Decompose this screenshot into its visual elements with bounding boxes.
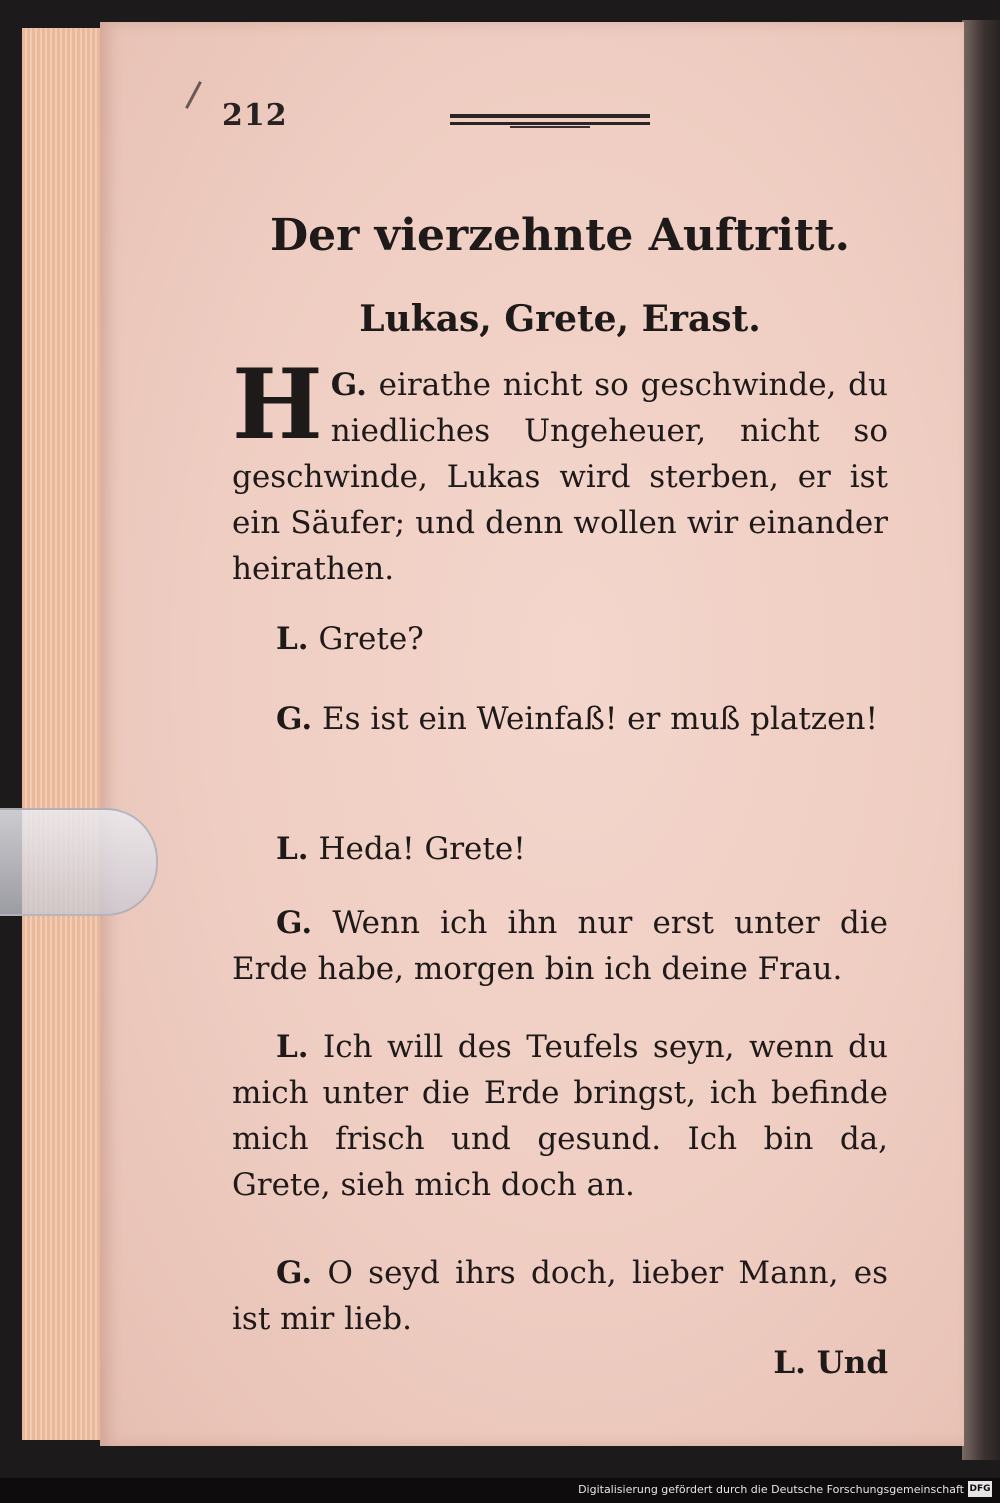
scene-heading: Der vierzehnte Auftritt. <box>270 210 850 261</box>
speaker-label: L. <box>276 1029 309 1065</box>
paragraph-text: Heda! Grete! <box>318 831 526 867</box>
book-right-edge <box>962 20 1000 1460</box>
paragraph-2 <box>232 616 888 662</box>
paragraph-text: O seyd ihrs doch, lieber Mann, es ist mir lieb. <box>232 1255 888 1337</box>
speaker-label: G. <box>276 1255 313 1291</box>
paragraph-4 <box>232 826 888 872</box>
paragraph-text: eirathe nicht so geschwinde, du niedliches Ungeheuer, nicht so geschwinde, Lukas wird sterben, er ist ein Säufer; und denn wollen wir einander heirathen. <box>232 367 888 587</box>
paragraph-text: Wenn ich ihn nur erst unter die Erde habe, morgen bin ich deine Frau. <box>232 905 888 987</box>
speaker-label: L. <box>276 831 309 867</box>
page-stack-edges <box>22 28 112 1440</box>
dfg-logo-icon: DFG <box>968 1481 992 1497</box>
paragraph-5 <box>232 900 888 992</box>
paragraph-text: Grete? <box>318 621 424 657</box>
speaker-label: G. <box>276 905 313 941</box>
speaker-label: L. <box>276 621 309 657</box>
footer-credit: Digitalisierung gefördert durch die Deutsche Forschungsgemeinschaft <box>578 1483 964 1496</box>
paragraph-6 <box>232 1024 888 1208</box>
paragraph-3 <box>232 696 888 742</box>
paragraph-text: Ich will des Teufels seyn, wenn du mich unter die Erde bringst, ich befinde mich frisch und gesund. Ich bin da, Grete, sieh mich doch an. <box>232 1029 888 1203</box>
paragraph-7 <box>232 1250 888 1342</box>
page-number: 212 <box>222 98 288 133</box>
catchword: L. Und <box>773 1345 888 1381</box>
page-holder-clip <box>0 808 158 916</box>
paragraph-1 <box>232 348 888 592</box>
paragraph-text: Es ist ein Weinfaß! er muß platzen! <box>322 701 878 737</box>
speaker-label: G. <box>330 367 367 403</box>
speaker-label: G. <box>276 701 313 737</box>
header-rule <box>450 112 650 130</box>
drop-cap: H <box>232 348 323 461</box>
characters-line: Lukas, Grete, Erast. <box>359 298 761 340</box>
